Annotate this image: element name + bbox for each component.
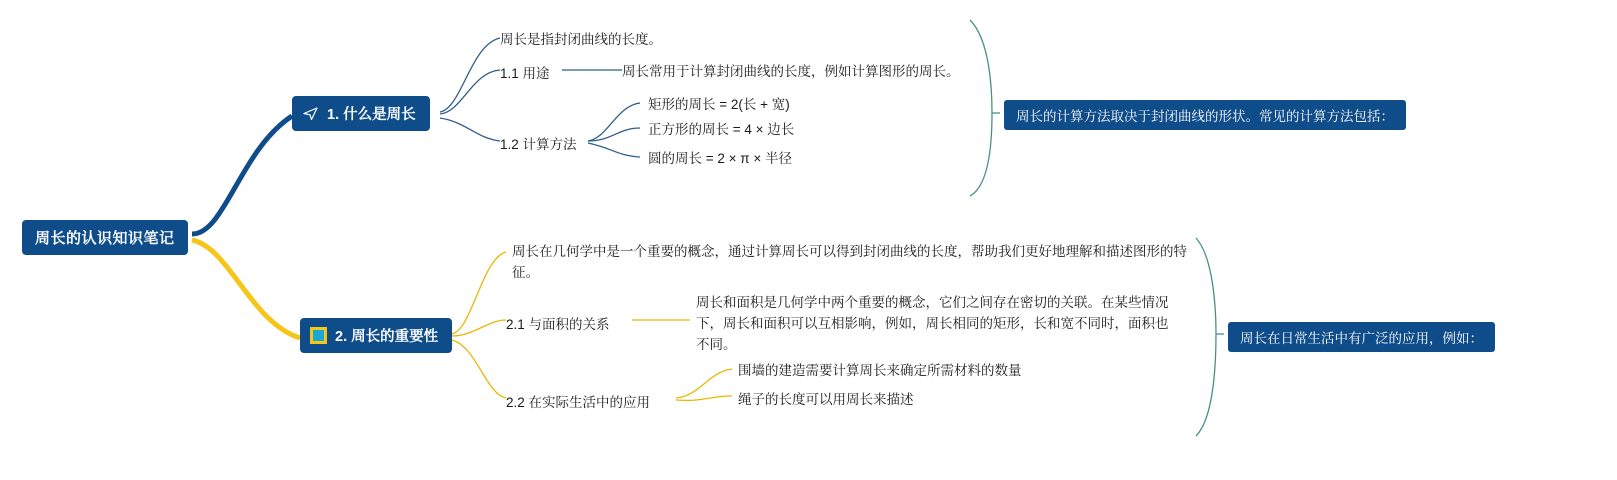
sub-node-2-2-label: 2.2 在实际生活中的应用 [506, 395, 651, 410]
sub-node-2-1-label: 2.1 与面积的关系 [506, 317, 610, 332]
sub-node-2-2[interactable] [506, 389, 650, 413]
note-1-1-1[interactable] [622, 60, 960, 83]
note-2-1-1[interactable] [696, 291, 1180, 356]
branch-node-1[interactable] [292, 96, 430, 131]
note-2-2-2[interactable] [738, 388, 914, 411]
note-1-2-3-text: 圆的周长 = 2 × π × 半径 [648, 151, 792, 166]
branch-1-summary[interactable] [1004, 100, 1406, 130]
root-node-label: 周长的认识知识笔记 [35, 230, 175, 247]
sub-node-1-2-label: 1.2 计算方法 [500, 137, 577, 152]
note-2-2-1-text: 围墙的建造需要计算周长来确定所需材料的数量 [738, 363, 1022, 378]
branch-2-summary[interactable] [1228, 322, 1495, 352]
note-2-2-1[interactable] [738, 359, 1022, 382]
branch-2-intro[interactable] [512, 240, 1190, 284]
note-1-2-1[interactable] [648, 93, 790, 116]
root-node[interactable] [22, 220, 188, 255]
note-1-1-1-text: 周长常用于计算封闭曲线的长度，例如计算图形的周长。 [622, 64, 960, 79]
note-1-2-3[interactable] [648, 147, 792, 170]
branch-1-summary-text: 周长的计算方法取决于封闭曲线的形状。常见的计算方法包括： [1016, 109, 1394, 124]
branch-node-1-label: 1. 什么是周长 [327, 107, 416, 123]
note-1-2-2-text: 正方形的周长 = 4 × 边长 [648, 122, 795, 137]
note-1-2-2[interactable] [648, 118, 794, 141]
branch-2-summary-text: 周长在日常生活中有广泛的应用，例如： [1240, 331, 1483, 346]
branch-2-intro-text: 周长在几何学中是一个重要的概念，通过计算周长可以得到封闭曲线的长度，帮助我们更好地理解和描述图形的特征。 [512, 244, 1187, 280]
sub-node-1-1-label: 1.1 用途 [500, 66, 550, 81]
sub-node-1-2[interactable] [500, 131, 577, 155]
yellow-square-icon [310, 327, 327, 344]
branch-1-intro[interactable] [500, 28, 662, 51]
note-2-1-1-text: 周长和面积是几何学中两个重要的概念，它们之间存在密切的关联。在某些情况下，周长和面积可以互相影响，例如，周长相同的矩形，长和宽不同时，面积也不同。 [696, 295, 1169, 352]
branch-node-2[interactable] [300, 318, 452, 353]
paper-plane-icon [302, 105, 319, 122]
branch-node-2-label: 2. 周长的重要性 [335, 329, 439, 345]
sub-node-1-1[interactable] [500, 60, 550, 84]
branch-1-intro-text: 周长是指封闭曲线的长度。 [500, 32, 662, 47]
note-2-2-2-text: 绳子的长度可以用周长来描述 [738, 392, 914, 407]
sub-node-2-1[interactable] [506, 311, 610, 335]
note-1-2-1-text: 矩形的周长 = 2(长 + 宽) [648, 97, 790, 112]
